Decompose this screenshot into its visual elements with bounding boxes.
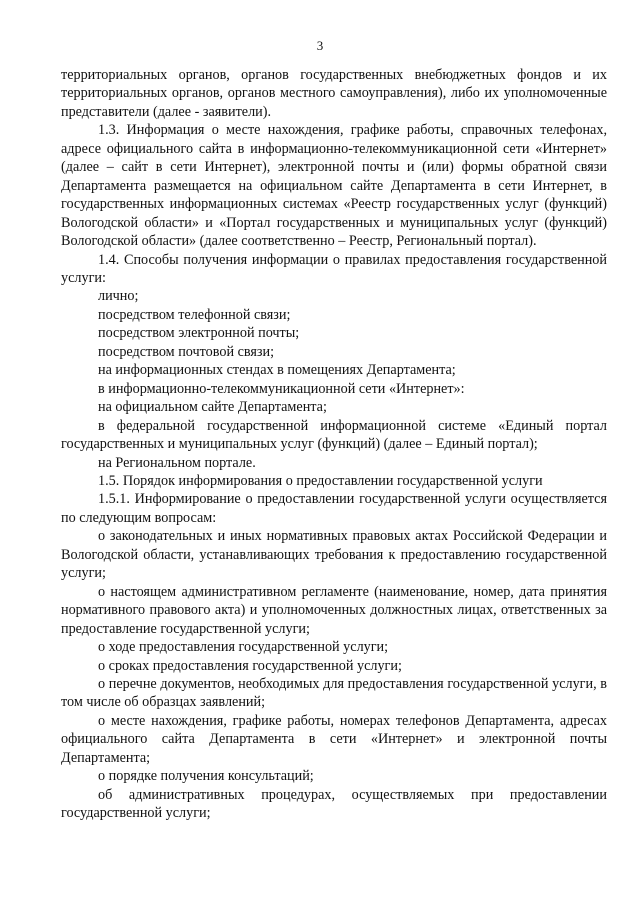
- paragraph: об административных процедурах, осуществляемых при предоставлении государственной услуги;: [61, 786, 607, 822]
- paragraph: территориальных органов, органов государственных внебюджетных фондов и их территориальных органов, органов местного самоуправления), либо их уполномоченные представители (далее - заявители).: [61, 67, 607, 120]
- paragraph: посредством почтовой связи;: [98, 343, 275, 360]
- paragraph: на Региональном портале.: [98, 454, 256, 471]
- page-number: 3: [316, 38, 324, 53]
- paragraph: 1.3. Информация о месте нахождения, графике работы, справочных телефонах, адресе официального сайта в информационно-телекоммуникационной сети «Интернет» (далее – сайт в сети Интернет), электронной почты и (или) формы обратной связи Департамента размещается на официальном сайте Департамента в сети Интернет, в государственных информационных системах «Реестр государственных услуг (функций) Вологодской области» и «Портал государственных и муниципальных услуг (функций) Вологодской области» (далее соответственно – Реестр, Региональный портал).: [61, 122, 607, 250]
- paragraph: 1.4. Способы получения информации о правилах предоставления государственной услуги:: [61, 251, 607, 286]
- paragraph: о перечне документов, необходимых для предоставления государственной услуги, в том числе об образцах заявлений;: [61, 675, 607, 711]
- paragraph: посредством электронной почты;: [98, 325, 300, 342]
- paragraph: о сроках предоставления государственной услуги;: [98, 657, 402, 674]
- paragraph: в информационно-телекоммуникационной сети «Интернет»:: [98, 380, 465, 397]
- paragraph: о законодательных и иных нормативных правовых актах Российской Федерации и Вологодской области, устанавливающих требования к предоставлению государственной услуги;: [61, 528, 607, 582]
- paragraph: о настоящем административном регламенте (наименование, номер, дата принятия нормативного правового акта) и уполномоченных должностных лицах, ответственных за предоставление государственной услуги;: [61, 583, 607, 637]
- paragraph: о порядке получения консультаций;: [98, 768, 314, 785]
- paragraph: 1.5. Порядок информирования о предоставлении государственной услуги: [98, 472, 543, 489]
- paragraph: посредством телефонной связи;: [98, 306, 291, 323]
- paragraph: лично;: [98, 288, 139, 305]
- paragraph: 1.5.1. Информирование о предоставлении государственной услуги осуществляется по следующим вопросам:: [61, 491, 607, 526]
- paragraph: на информационных стендах в помещениях Департамента;: [98, 362, 456, 379]
- paragraph: о ходе предоставления государственной услуги;: [98, 639, 389, 656]
- paragraph: о месте нахождения, графике работы, номерах телефонов Департамента, адресах официального сайта Департамента в сети «Интернет» и электронной почты Департамента;: [61, 712, 607, 766]
- paragraph: в федеральной государственной информационной системе «Единый портал государственных и муниципальных услуг (функций) (далее – Единый портал);: [61, 417, 607, 453]
- document-body: [61, 66, 607, 823]
- paragraph: на официальном сайте Департамента;: [98, 399, 327, 416]
